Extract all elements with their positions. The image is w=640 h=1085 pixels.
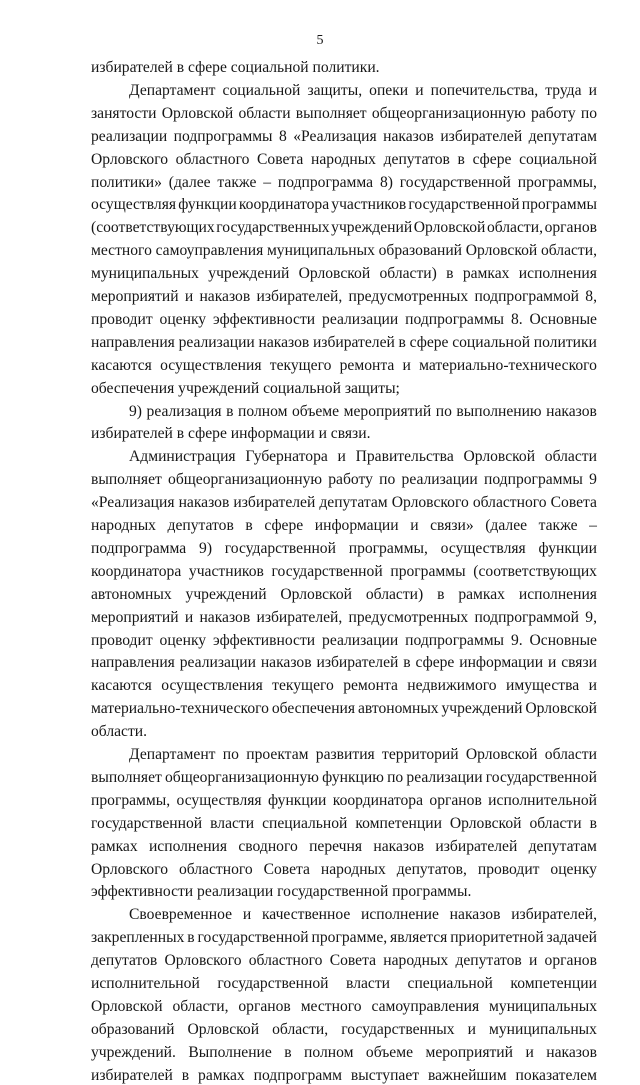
text-line: мероприятий и наказов избирателей, предусмотренных подпрограммой 9,: [91, 608, 597, 626]
text-line: Администрация Губернатора и Правительства Орловской области: [129, 448, 597, 466]
text-line: Департамент по проектам развития территорий Орловской области: [129, 746, 597, 763]
text-line: избирателей в сфере информации и связи.: [91, 425, 371, 443]
text-line: Своевременное и качественное исполнение наказов избирателей,: [129, 906, 597, 924]
text-line: местного самоуправления муниципальных образований Орловской области,: [91, 242, 597, 260]
text-line: избирателей в сфере социальной политики.: [91, 59, 380, 76]
text-line: проводит оценку эффективности реализации подпрограммы 9. Основные: [91, 631, 597, 649]
text-line: политики» (далее также – подпрограмма 8) государственной программы,: [91, 173, 597, 191]
text-line: (соответствующих государственных учреждений Орловской области, органов: [91, 219, 597, 237]
text-line: «Реализация наказов избирателей депутатам Орловского областного Совета: [91, 494, 597, 512]
text-line: координатора участников государственной программы (соответствующих: [91, 562, 597, 580]
text-line: исполнительной государственной власти специальной компетенции: [91, 975, 597, 992]
text-line: Департамент социальной защиты, опеки и попечительства, труда и: [129, 81, 597, 99]
text-line: Орловского областного Совета народных депутатов в сфере социальной: [91, 150, 597, 168]
text-line: осуществляя функции координатора участников государственной программы: [91, 196, 597, 214]
text-line: выполняет общеорганизационную функцию по реализации государственной: [91, 768, 597, 786]
text-line: 9) реализация в полном объеме мероприятий по выполнению наказов: [129, 402, 597, 420]
text-line: образований Орловской области, государственных и муниципальных: [91, 1020, 597, 1038]
text-line: области.: [91, 723, 148, 741]
text-line: программы, осуществляя функции координатора органов исполнительной: [91, 791, 597, 809]
text-line: рамках исполнения сводного перечня наказов избирателей депутатам: [91, 837, 597, 855]
text-line: мероприятий и наказов избирателей, предусмотренных подпрограммой 8,: [91, 288, 597, 305]
text-line: закрепленных в государственной программе, является приоритетной задачей: [91, 929, 597, 947]
text-line: подпрограмма 9) государственной программы, осуществляя функции: [91, 539, 597, 557]
text-line: проводит оценку эффективности реализации подпрограммы 8. Основные: [91, 310, 597, 328]
text-line: автономных учреждений Орловской области) в рамках исполнения: [91, 585, 597, 603]
text-line: Орловского областного Совета народных депутатов, проводит оценку: [91, 860, 597, 878]
text-line: эффективности реализации государственной программы.: [91, 883, 472, 901]
text-line: государственной власти специальной компетенции Орловской области в: [91, 814, 597, 832]
text-line: депутатов Орловского областного Совета народных депутатов и органов: [91, 952, 597, 970]
text-line: касаются осуществления текущего ремонта и материально-технического: [91, 356, 597, 374]
text-line: касаются осуществления текущего ремонта недвижимого имущества и: [91, 677, 597, 695]
text-line: выполняет общеорганизационную работу по реализации подпрограммы 9: [91, 471, 597, 489]
text-line: материально-технического обеспечения автономных учреждений Орловской: [91, 700, 597, 718]
text-line: занятости Орловской области выполняет общеорганизационную работу по: [91, 104, 597, 122]
text-line: избирателей в рамках подпрограмм выступает важнейшим показателем: [91, 1066, 597, 1084]
text-line: учреждений. Выполнение в полном объеме мероприятий и наказов: [91, 1043, 597, 1061]
text-line: обеспечения учреждений социальной защиты;: [91, 379, 400, 397]
text-line: Орловской области, органов местного самоуправления муниципальных: [91, 997, 597, 1015]
text-line: направления реализации наказов избирателей в сфере социальной политики: [91, 333, 597, 351]
text-line: реализации подпрограммы 8 «Реализация наказов избирателей депутатам: [91, 127, 597, 145]
text-line: направления реализации наказов избирателей в сфере информации и связи: [91, 654, 597, 672]
text-line: народных депутатов в сфере информации и связи» (далее также –: [91, 517, 597, 534]
text-line: муниципальных учреждений Орловской области) в рамках исполнения: [91, 265, 597, 283]
page-number: 5: [316, 33, 324, 48]
